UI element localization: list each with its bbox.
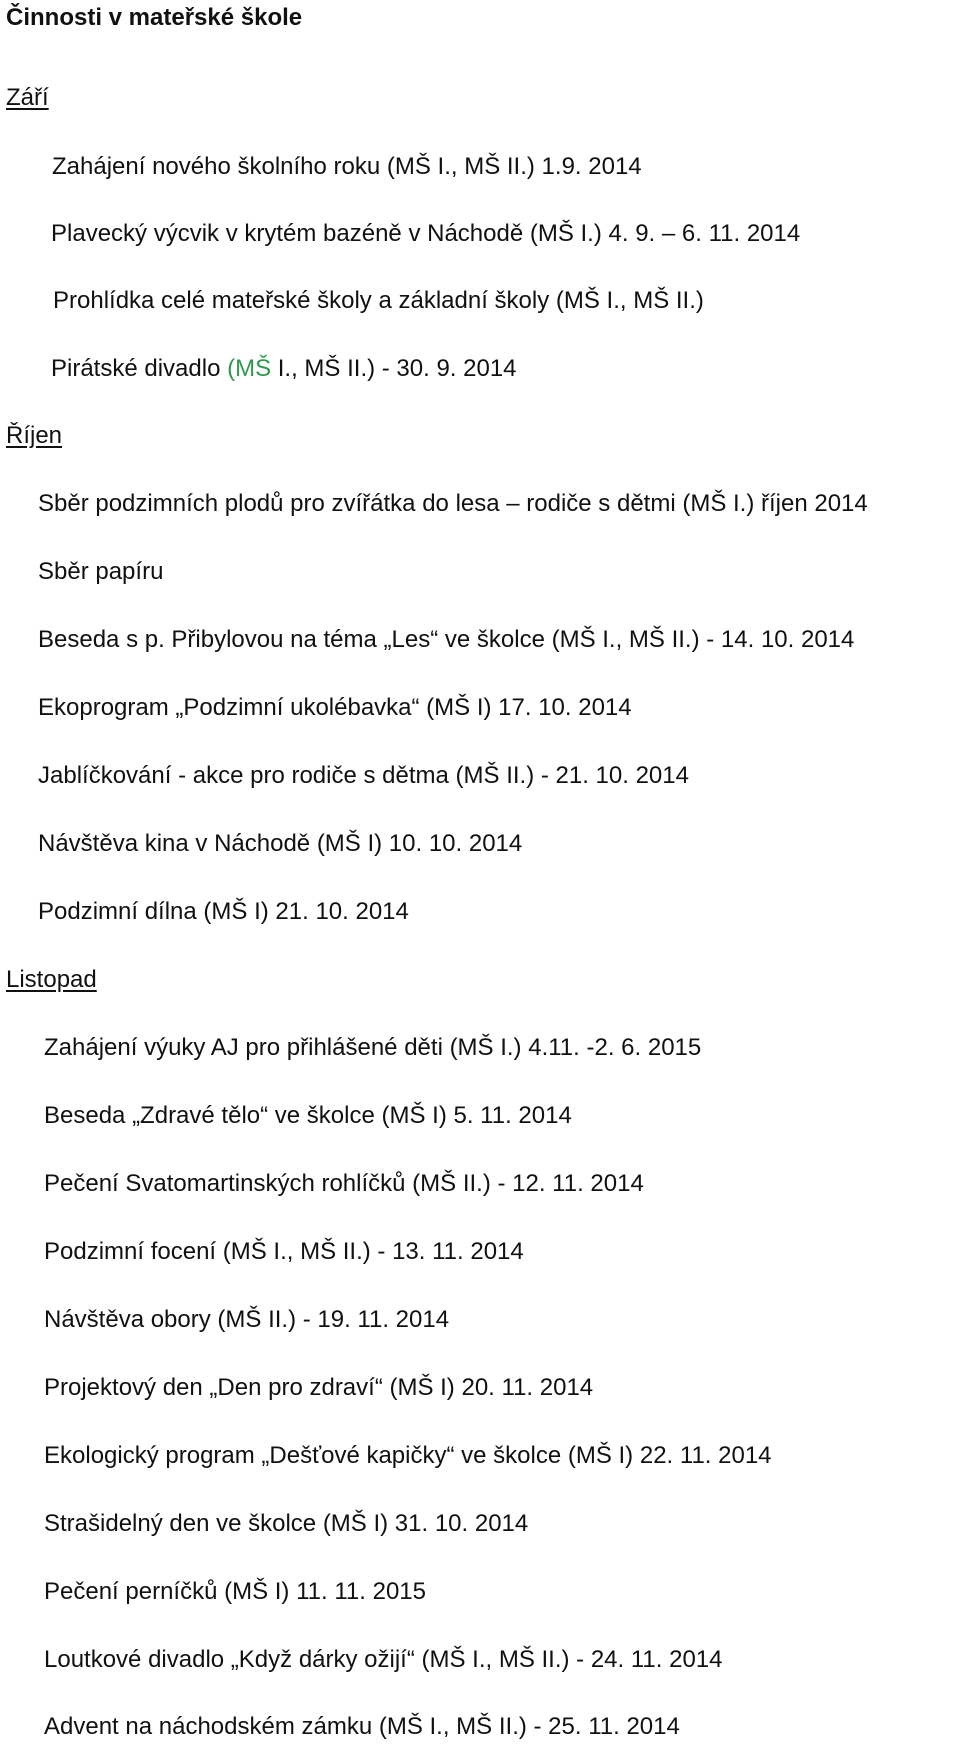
list-item: Podzimní focení (MŠ I., MŠ II.) - 13. 11. 2014 — [44, 1238, 524, 1265]
list-item: Advent na náchodském zámku (MŠ I., MŠ II.) - 25. 11. 2014 — [44, 1713, 680, 1740]
list-item: Beseda „Zdravé tělo“ ve školce (MŠ I) 5. 11. 2014 — [44, 1102, 572, 1129]
list-item: Ekologický program „Dešťové kapičky“ ve školce (MŠ I) 22. 11. 2014 — [44, 1442, 772, 1469]
list-item: Plavecký výcvik v krytém bazéně v Náchodě (MŠ I.) 4. 9. – 6. 11. 2014 — [51, 220, 801, 247]
list-item: Návštěva obory (MŠ II.) - 19. 11. 2014 — [44, 1306, 450, 1333]
list-item: Loutkové divadlo „Když dárky ožijí“ (MŠ I., MŠ II.) - 24. 11. 2014 — [44, 1646, 723, 1673]
list-item: Návštěva kina v Náchodě (MŠ I) 10. 10. 2014 — [38, 830, 523, 857]
month-heading-rijen: Říjen — [6, 422, 63, 449]
item-text-highlight: (MŠ — [227, 355, 272, 382]
list-item: Sběr papíru — [38, 558, 164, 585]
list-item: Pečení perníčků (MŠ I) 11. 11. 2015 — [44, 1578, 426, 1605]
list-item: Projektový den „Den pro zdraví“ (MŠ I) 20. 11. 2014 — [44, 1374, 594, 1401]
list-item: Beseda s p. Přibylovou na téma „Les“ ve školce (MŠ I., MŠ II.) - 14. 10. 2014 — [38, 626, 855, 653]
list-item: Zahájení výuky AJ pro přihlášené děti (MŠ I.) 4.11. -2. 6. 2015 — [44, 1034, 702, 1061]
list-item: Jablíčkování - akce pro rodiče s dětma (MŠ II.) - 21. 10. 2014 — [38, 762, 689, 789]
list-item: Ekoprogram „Podzimní ukolébavka“ (MŠ I) 17. 10. 2014 — [38, 694, 632, 721]
item-text-prefix: Pirátské divadlo — [51, 355, 228, 382]
document-title: Činnosti v mateřské škole — [6, 4, 303, 31]
item-text-suffix: I., MŠ II.) - 30. 9. 2014 — [271, 355, 517, 382]
list-item: Strašidelný den ve školce (MŠ I) 31. 10. 2014 — [44, 1510, 529, 1537]
list-item — [51, 353, 517, 385]
month-heading-listopad: Listopad — [6, 966, 97, 993]
list-item: Sběr podzimních plodů pro zvířátka do lesa – rodiče s dětmi (MŠ I.) říjen 2014 — [38, 490, 868, 517]
month-heading-zari: Září — [6, 84, 49, 111]
list-item: Zahájení nového školního roku (MŠ I., MŠ II.) 1.9. 2014 — [52, 153, 642, 180]
list-item: Prohlídka celé mateřské školy a základní školy (MŠ I., MŠ II.) — [53, 287, 704, 314]
list-item: Pečení Svatomartinských rohlíčků (MŠ II.) - 12. 11. 2014 — [44, 1170, 644, 1197]
list-item: Podzimní dílna (MŠ I) 21. 10. 2014 — [38, 898, 409, 925]
